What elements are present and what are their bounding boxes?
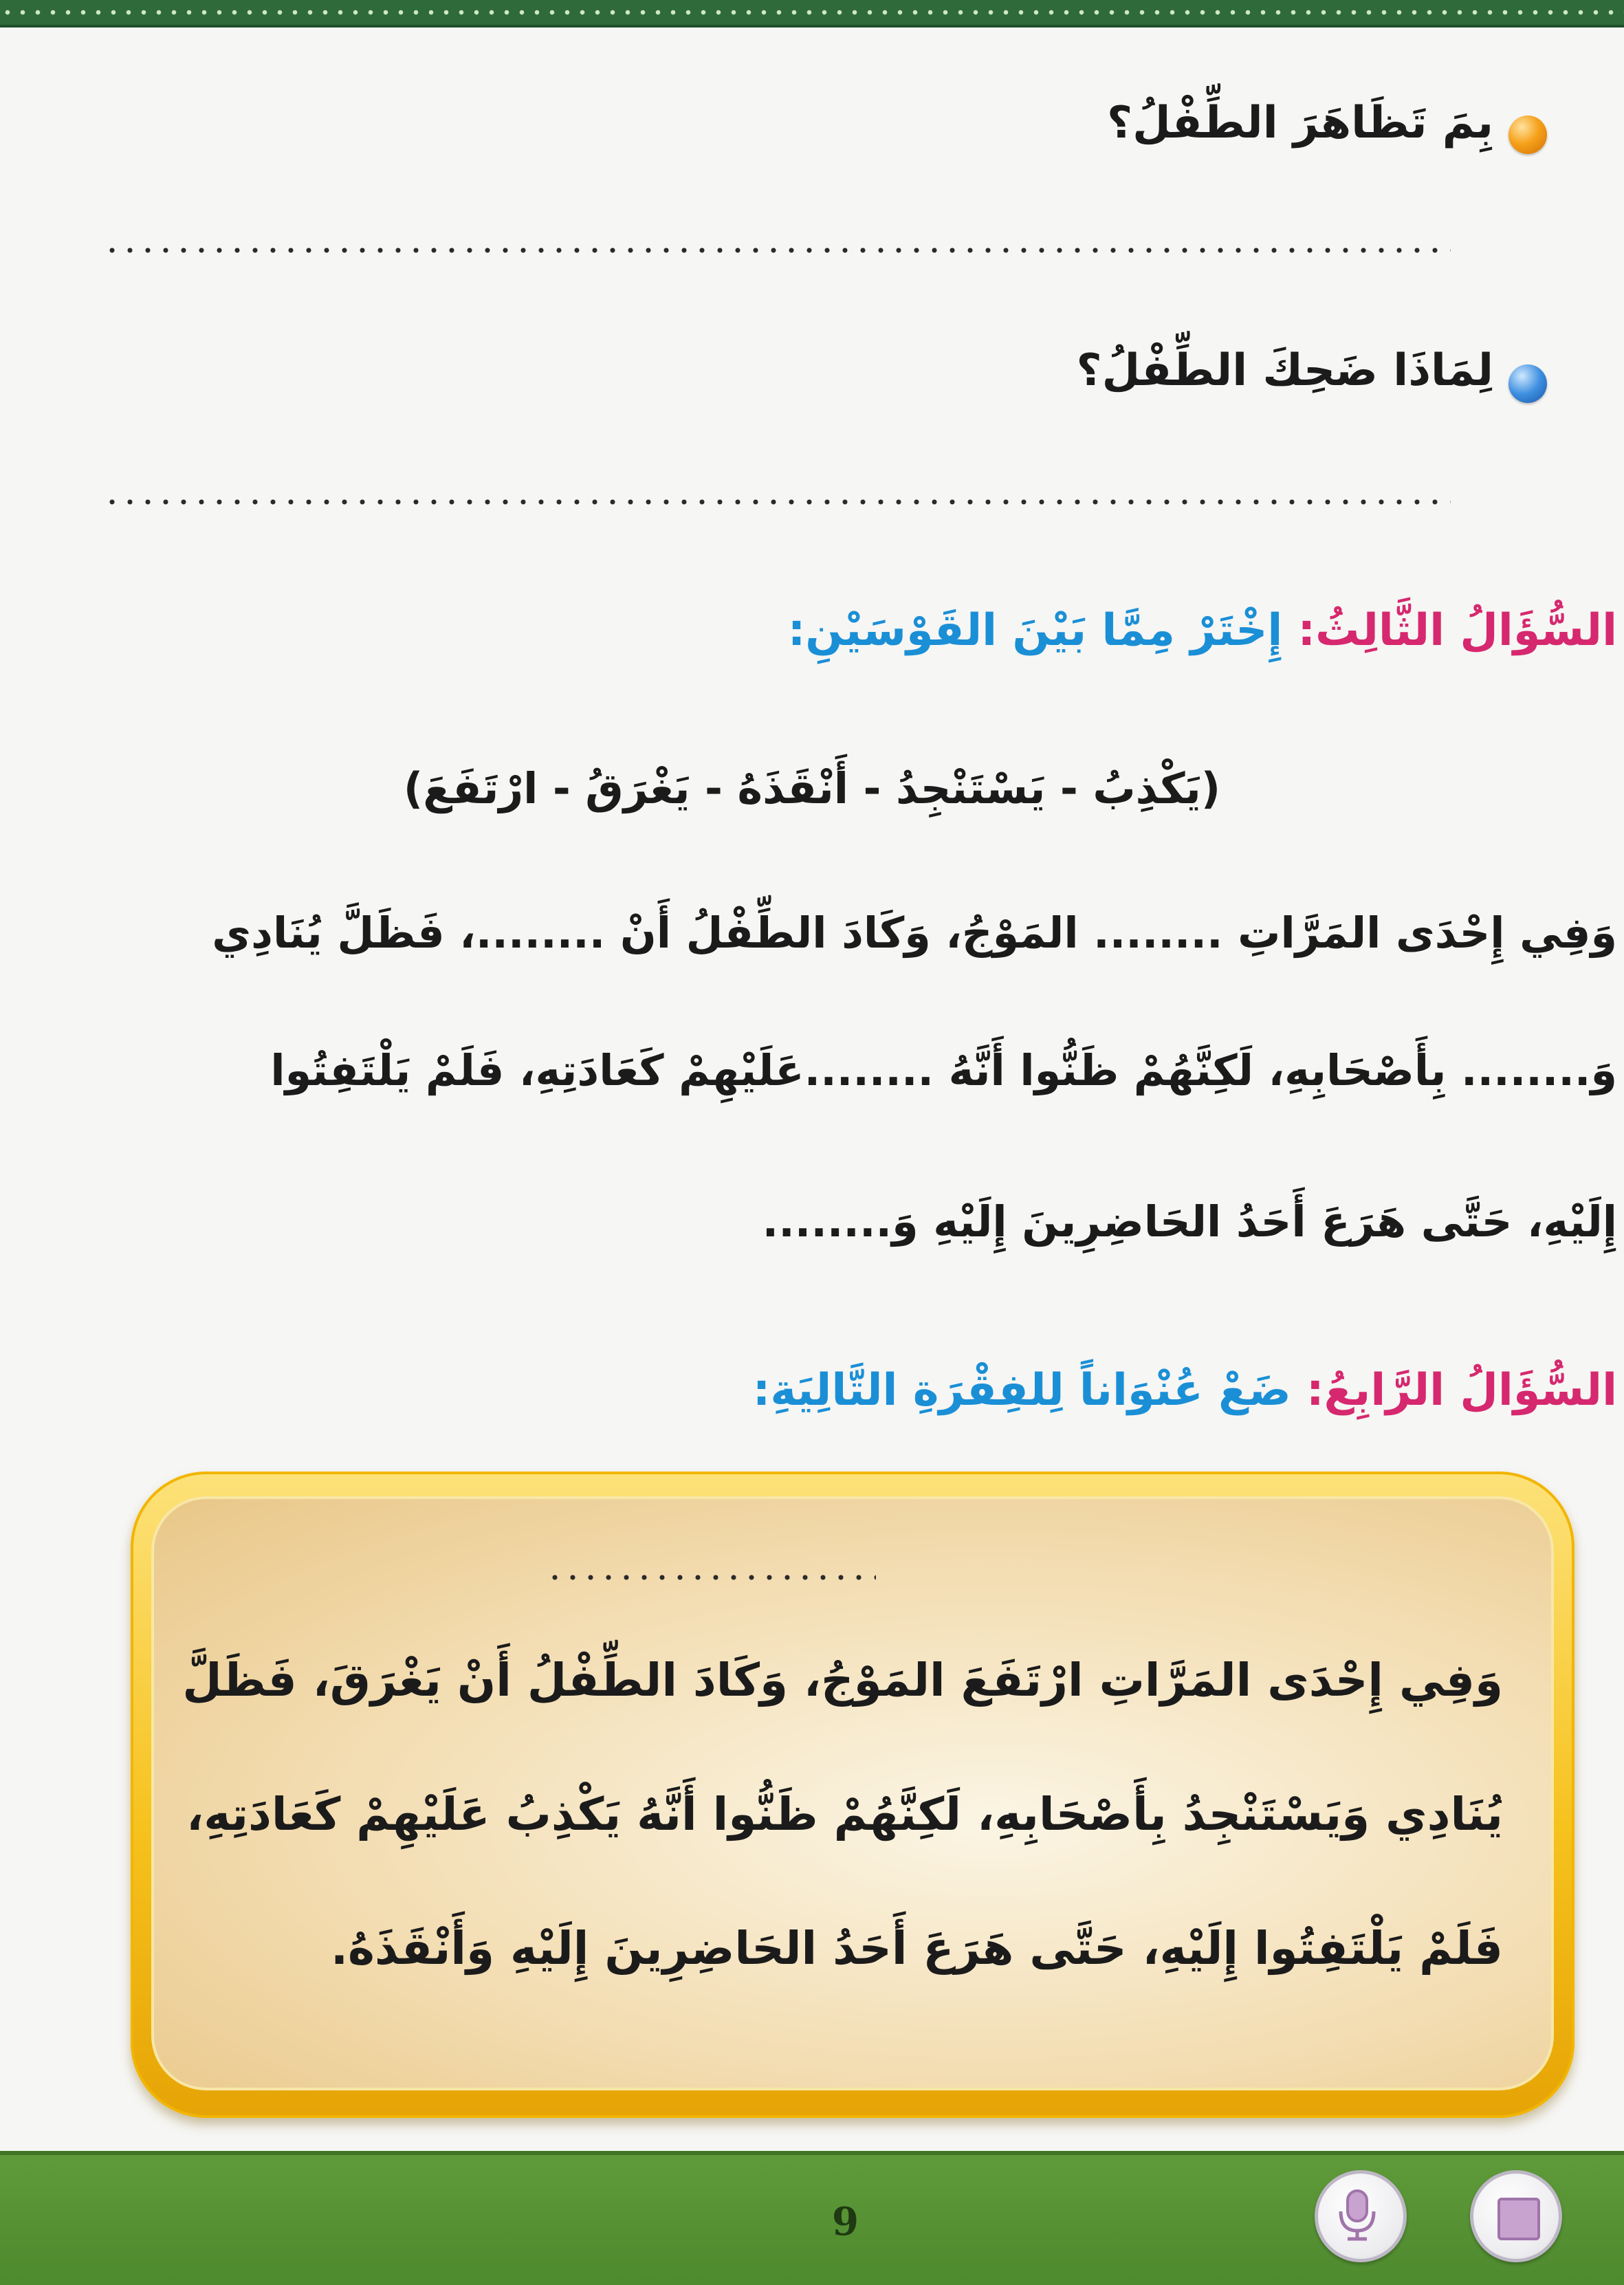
answer-line-1[interactable] (103, 248, 1451, 253)
q3-label: السُّؤَالُ الثَّالِثُ: (1297, 605, 1617, 656)
stop-button[interactable] (1470, 2170, 1562, 2262)
q4-instruction: ضَعْ عُنْوَاناً لِلفِقْرَةِ التَّالِيَةِ: (752, 1365, 1291, 1416)
stop-icon (1497, 2198, 1540, 2240)
passage-line-1: وَفِي إِحْدَى المَرَّاتِ ارْتَفَعَ المَوْجُ، وَكَادَ الطِّفْلُ أَنْ يَغْرَقَ، فَظَلَّ (182, 1654, 1503, 1707)
microphone-icon (1315, 2170, 1400, 2255)
question-2: لِمَاذَا ضَحِكَ الطِّفْلُ؟ (1076, 345, 1493, 396)
q3-line-2: وَ........ بِأَصْحَابِهِ، لَكِنَّهُمْ ظَنُّوا أَنَّهُ ........عَلَيْهِمْ كَعَادَتِهِ، فَلَمْ يَلْتَفِتُوا (270, 1045, 1617, 1095)
passage-box-inner (151, 1496, 1554, 2090)
q4-label: السُّؤَالُ الرَّابِعُ: (1306, 1365, 1617, 1416)
microphone-button[interactable] (1315, 2170, 1407, 2262)
orange-bullet-icon (1508, 116, 1547, 154)
q3-choices: (يَكْذِبُ - يَسْتَنْجِدُ - أَنْقَذَهُ - يَغْرَقُ - ارْتَفَعَ) (403, 763, 1221, 813)
answer-line-2[interactable] (103, 499, 1451, 505)
passage-box (131, 1472, 1574, 2118)
top-border-dots (0, 10, 1624, 15)
top-border (0, 0, 1624, 28)
title-answer-line[interactable] (546, 1575, 876, 1580)
passage-line-3: فَلَمْ يَلْتَفِتُوا إِلَيْهِ، حَتَّى هَرَعَ أَحَدُ الحَاضِرِينَ إِلَيْهِ وَأَنْقَذَهُ. (330, 1922, 1503, 1975)
page-number: 9 (832, 2199, 859, 2244)
q3-line-1: وَفِي إِحْدَى المَرَّاتِ ........ المَوْجُ، وَكَادَ الطِّفْلُ أَنْ ........، فَظَلَّ يُنَادِي (212, 908, 1617, 958)
blue-bullet-icon (1508, 364, 1547, 403)
q3-heading (788, 605, 1617, 656)
passage-line-2: يُنَادِي وَيَسْتَنْجِدُ بِأَصْحَابِهِ، لَكِنَّهُمْ ظَنُّوا أَنَّهُ يَكْذِبُ عَلَيْهِمْ كَعَادَتِهِ، (186, 1788, 1503, 1841)
question-1: بِمَ تَظَاهَرَ الطِّفْلُ؟ (1107, 98, 1493, 149)
q3-line-3: إِلَيْهِ، حَتَّى هَرَعَ أَحَدُ الحَاضِرِينَ إِلَيْهِ وَ........ (762, 1196, 1617, 1247)
q3-instruction: إِخْتَرْ مِمَّا بَيْنَ القَوْسَيْنِ: (787, 605, 1283, 656)
q4-heading (753, 1365, 1617, 1416)
